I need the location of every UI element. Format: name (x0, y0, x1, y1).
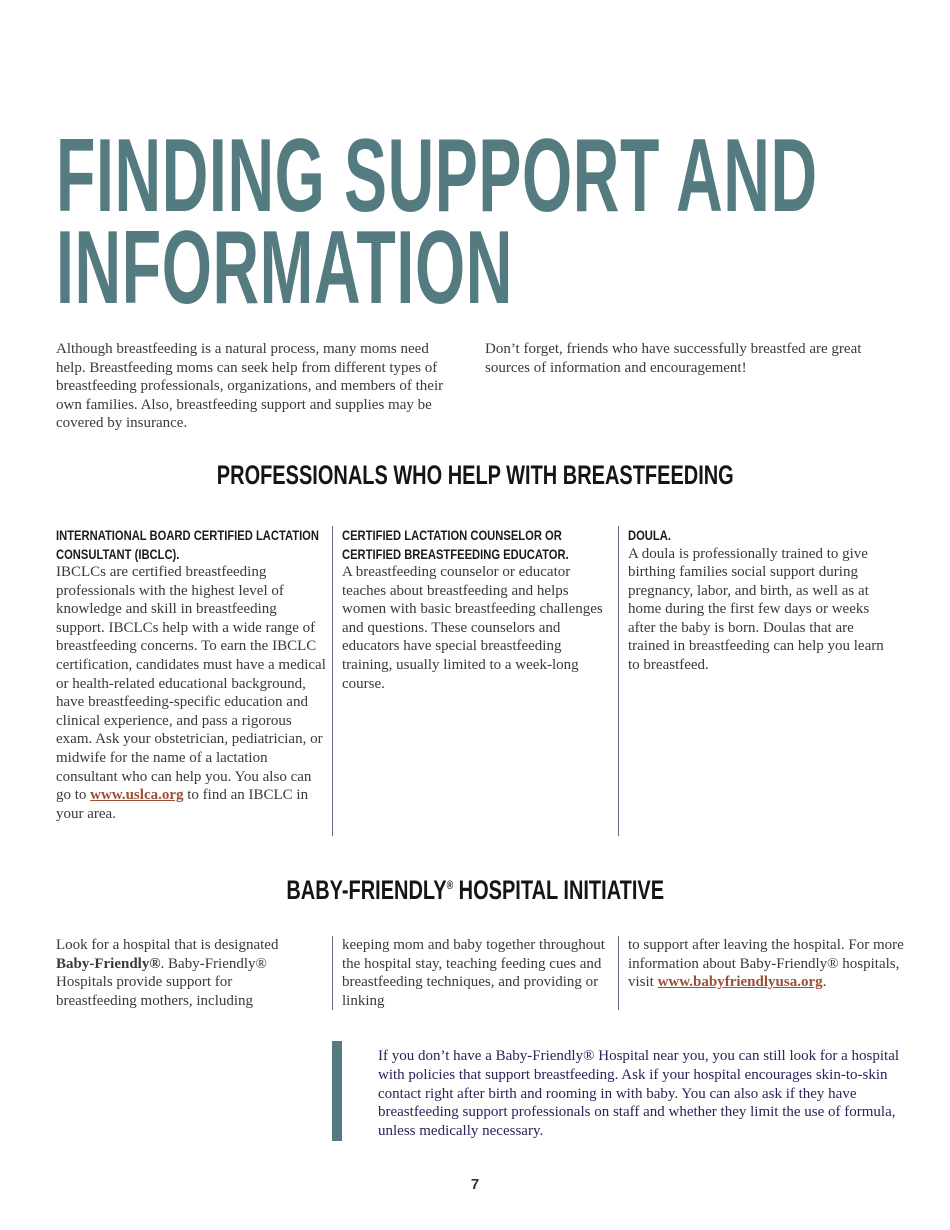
bfhi-column-3: to support after leaving the hospital. For more information about Baby-Friendly® hospitals, visit www.babyfriendlyusa.org. (618, 936, 913, 1010)
uslca-link[interactable]: www.uslca.org (90, 787, 184, 804)
page-title-line-2: INFORMATION (56, 210, 513, 326)
page-title-line-1: FINDING SUPPORT AND (56, 118, 818, 234)
baby-friendly-bold: Baby-Friendly® (56, 955, 161, 972)
intro-right-paragraph: Don’t forget, friends who have successfully breastfed are great sources of information and encouragement! (485, 341, 862, 376)
doula-body: A doula is professionally trained to give birthing families social support during pregnancy, labor, and birth, as well as at home during the first few days or weeks after the baby is born. Doulas that are trained in breastfeeding can help you learn to breastfeed. (628, 545, 884, 674)
clc-title: CERTIFIED LACTATION COUNSELOR OR CERTIFIED BREASTFEEDING EDUCATOR. (342, 527, 569, 562)
professionals-heading: PROFESSIONALS WHO HELP WITH BREASTFEEDING (216, 460, 734, 490)
page-title (56, 118, 818, 326)
ibclc-title: INTERNATIONAL BOARD CERTIFIED LACTATION CONSULTANT (IBCLC). (56, 527, 319, 562)
clc-column (332, 526, 607, 836)
page-number: 7 (470, 1176, 480, 1193)
bfhi-column-1: Look for a hospital that is designated Baby-Friendly®. Baby-Friendly® Hospitals provide support for breastfeeding mothers, including (56, 937, 279, 1009)
callout-text: If you don’t have a Baby-Friendly® Hospital near you, you can still look for a hospital with policies that support breastfeeding. Ask if your hospital encourages skin-to-skin contact right after birth and rooming in with baby. You can also ask if they have breastfeeding support professionals on staff and whether they limit the use of formula, unless medically necessary. (378, 1048, 900, 1140)
babyfriendlyusa-link[interactable]: www.babyfriendlyusa.org (657, 974, 823, 991)
clc-body: A breastfeeding counselor or educator teaches about breastfeeding and helps women with basic breastfeeding challenges and questions. These counselors and educators have special breastfeeding training, usually limited to a week-long course. (342, 564, 603, 692)
doula-title: DOULA. (628, 527, 671, 543)
bfhi-column-2: keeping mom and baby together throughout the hospital stay, teaching feeding cues and breastfeeding techniques, and providing or linking (332, 936, 607, 1010)
bfhi-heading: BABY-FRIENDLY® HOSPITAL INITIATIVE (286, 875, 664, 905)
doula-column (618, 526, 892, 836)
intro-left-paragraph: Although breastfeeding is a natural process, many moms need help. Breastfeeding moms can seek help from different types of breastfeeding professionals, organizations, and members of their own families. Also, breastfeeding support and supplies may be covered by insurance. (56, 341, 444, 432)
ibclc-body: IBCLCs are certified breastfeeding professionals with the highest level of knowledge and skill in breastfeeding support. IBCLCs help with a wide range of breastfeeding concerns. To earn the IBCLC certification, candidates must have a medical or health-related educational background, have breastfeeding-specific education and clinical experience, and pass a rigorous exam. Ask your obstetrician, pediatrician, or midwife for the name of a lactation consultant who can help you. You also can go to www.uslca.org to find an IBCLC in your area. (56, 564, 326, 822)
ibclc-column (56, 526, 326, 823)
callout-accent-bar (332, 1041, 342, 1141)
